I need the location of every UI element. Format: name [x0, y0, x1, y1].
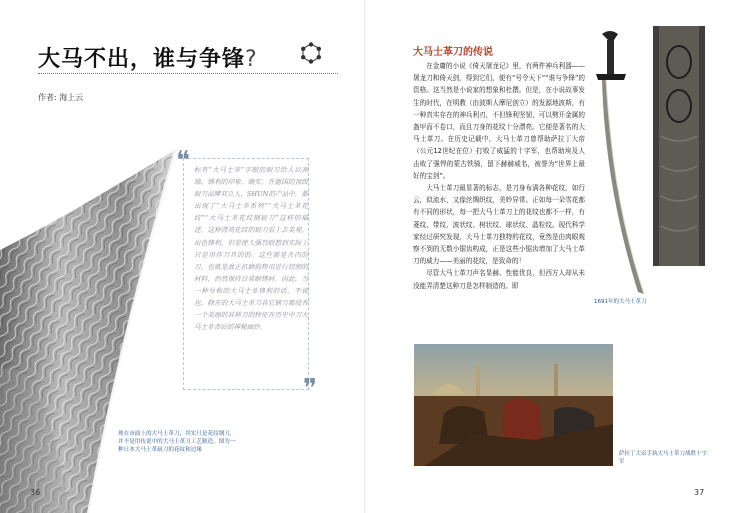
author-line: 作者: 海上云 — [38, 93, 84, 102]
page-number-left: 36 — [30, 488, 41, 497]
page-gutter — [364, 0, 366, 513]
quote-open-mark: ❝ — [176, 146, 190, 176]
painting-caption: 萨拉丁大帝手执大马士革刀战胜十字军 — [619, 451, 708, 465]
body-paragraph-3: 尽管大马士革刀声名显赫、性能优良，但西方人却从未没能弄清楚这种刀是怎样制造的。即 — [413, 269, 585, 290]
body-paragraph-1: 在金庸的小说《倚天屠龙记》里，有两件神兵利器——屠龙刀和倚天剑，得到它们，便有“号令天下”“谁与争锋”的资格。这当然是小说家的想象和杜撰。但是，在小说故事发生的时代，在明教（由波斯人摩尼创立）的发源地波斯，有一种真实存在的神兵利刃，不但锋利坚韧，可以劈开金属的盔甲而不卷口，而且刀身的花纹十分漂亮。它便是著名的大马士革刀。在历史记载中，大马士革刀曾帮助萨拉丁大帝（公元12世纪在位）打败了威猛的十字军，也帮助埃及人击败了强悍的蒙古铁骑，留下赫赫威名，被誉为“世界上最好的宝剑”。 — [413, 62, 585, 180]
hexagon-dots-icon — [300, 42, 322, 64]
page-number-right: 37 — [694, 488, 705, 497]
article-title-mark: ? — [245, 47, 258, 72]
article-title — [38, 42, 258, 73]
knife-caption: 现在市面上的大马士革刀，其实只是花纹钢刀，并不是用传说中的大马士革刀工艺制造，图为一种日本大马士革厨刀的花纹和边缘 — [118, 431, 236, 453]
body-paragraph-2: 大马士革刀最显著的标志，是刀身布满各种花纹，如行云，似流水，又像丝绸织纹，美妙异常。正如每一朵雪花都有不同的形状，每一把大马士革刀上的花纹也都不一样，有菱纹、带纹、波状纹、树状纹、球状纹、晶粒纹。现代科学家经过研究发现，大马士革刀独特的花纹，竟然是由肉眼观察不到的无数小锯齿构成，正是这些小锯齿增加了大马士革刀的威力——美丽的花纹，是致命的！ — [413, 184, 585, 266]
intro-text: 标有“大马士革”字眼的厨刀给人以高端、锋利的印象。确实，在德国的顶级厨刀品牌双立人，SHUN的产品中，都出现了“大马士革系列”“大马士革花纹”“大马士革花纹钢厨刀”这样的描述。这种漂亮花纹的厨刀看上去美观、出色锋利，但是使人强烈联想到实际上只是用作刀具的的。这些都是在内的刀，也就是真正抗磨损物用进行切割的材料，仍然保持日常耐锈材。因此，当一种号称的大马士革锋利的话，不说也，除在的大马士革刀其它钢刀都没有一个美丽的其种刀的特征在历史中刀大马士革背后的神秘面纱。 — [194, 166, 308, 332]
article-title-text: 大马不出，谁与争锋 — [38, 47, 246, 72]
sword-caption: 1691年的大马士革刀 — [594, 299, 647, 305]
article-body — [413, 60, 585, 292]
shamshir-sword-image — [588, 26, 646, 296]
saladin-painting-image — [414, 344, 613, 466]
quote-close-mark: ❞ — [303, 374, 317, 404]
section-title: 大马士革刀的传说 — [413, 47, 493, 58]
title-divider — [38, 73, 338, 74]
blade-detail-image — [653, 26, 705, 266]
